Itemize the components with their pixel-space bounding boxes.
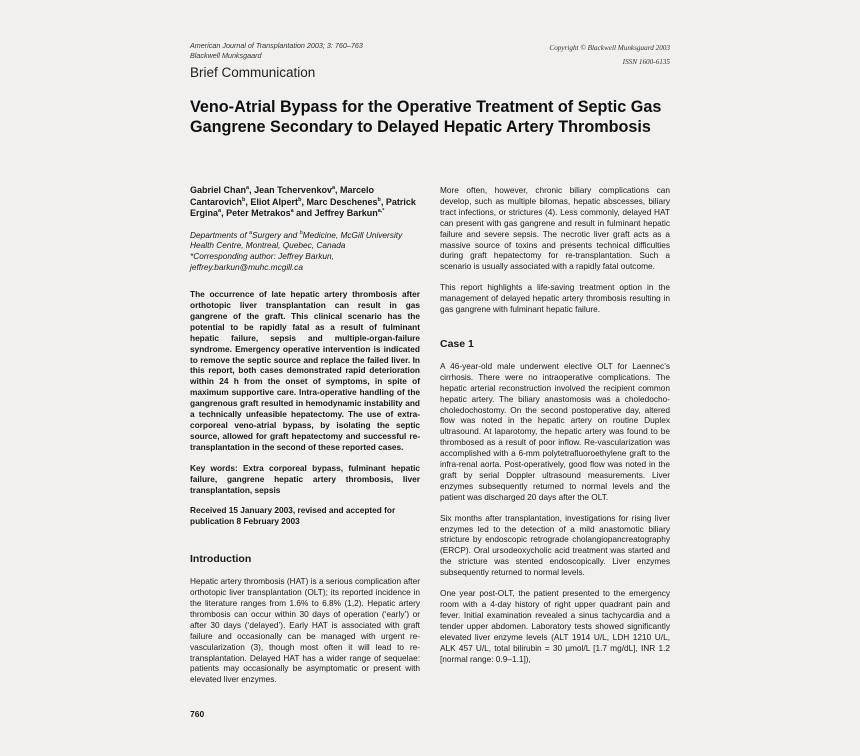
page-number: 760 [190,709,205,719]
affiliation-text: Departments of [190,229,250,240]
case1-paragraph: A 46-year-old male underwent elective OLT for Laennec’s cirrhosis. There were no intraoperative complications. The hepatic arterial reconstruction involved the recipient common hepatic artery. The biliary anastomosis was a choledocho-choledochostomy. On the second postoperative day, altered flow was noted in the hepatic artery on routine Duplex ultrasound. At laparotomy, the hepatic artery was found to be thrombosed as a result of poor inflow. Re-vascularization was accomplished with a 6-mm polytetrafluoroethylene graft to the infra-renal aorta. Post-operatively, good flow was noted in the graft by serial Doppler ultrasound measurements. Liver enzymes subsequently returned to normal levels and the patient was discharged 20 days after the OLT. [440,360,670,502]
introduction-heading: Introduction [190,553,252,566]
affil-mark: a [249,229,253,236]
affiliation-text: Medicine, McGill University Health Centre, Montreal, Quebec, Canada [190,229,403,251]
keywords: Key words: Extra corporeal bypass, fulminant hepatic failure, gangrene hepatic artery thrombosis, liver transplantation, sepsis [190,462,420,495]
article-title: Veno-Atrial Bypass for the Operative Treatment of Septic Gas Gangrene Secondary to Delayed Hepatic Artery Thrombosis [190,98,662,136]
body-paragraph: This report highlights a life-saving treatment option in the management of delayed hepatic artery thrombosis resulting in gas gangrene with fulminant hepatic failure. [440,282,670,315]
author-name: , Marcelo Cantarovich [190,185,375,207]
publisher-line: Blackwell Munksgaard [190,51,262,60]
author-affil-mark: a,* [377,208,385,214]
author-affil-mark: b [377,196,381,203]
case1-paragraph: One year post-OLT, the patient presented to the emergency room with a 4-day history of right upper quadrant pain and fever. Initial examination revealed a sinus tachycardia and a tender upper abdomen. Laboratory tests showed significantly elevated liver enzyme levels (ALT 1914 U/L, LDH 1210 U/L, ALK 457 U/L, total bilirubin = 30 µmol/L [1.7 mg/dL], INR 1.2 [normal range: 0.9–1.1]), [440,588,670,664]
left-column [190,185,420,695]
affiliation-text: Surgery and [252,229,300,240]
abstract: The occurrence of late hepatic artery thrombosis after orthotopic liver transplantation can result in gas gangrene of the graft. This clinical scenario has the potential to be rapidly fatal as a result of fulminant hepatic failure, sepsis and multiple-organ-failure syndrome. Emergency operative intervention is indicated to remove the septic source and replace the failed liver. In this report, both cases demonstrated rapid deterioration within 24 h from the onset of symptoms, in spite of maximum supportive care. Intra-operative handling of the gangrenous graft resulted in hemodynamic instability and a technically unfeasible hepatectomy. The use of extra-corporeal veno-atrial bypass, by isolating the septic source, allowed for graft hepatectomy and successful re-transplantation in the second of these reported cases. [190,289,420,452]
journal-citation-line: American Journal of Transplantation 2003; 3: 760–763 [190,41,363,50]
author-affil-mark: b [242,196,246,203]
right-column [440,185,670,674]
introduction-paragraph: Hepatic artery thrombosis (HAT) is a serious complication after orthotopic liver transplantation (OLT); its reported incidence in the literature ranges from 1.6% to 6.8% (1,2). Hepatic artery thrombosis can occur within 30 days of operation (‘early’) or after 30 days (‘delayed’). Early HAT is associated with graft failure and occasionally can be managed with urgent re-vascularization (3), though most often it will lead to re-transplantation. Delayed HAT has a wider range of sequelae: patients may occasionally be asymptomatic or present with elevated liver enzymes. [190,576,420,685]
body-paragraph: More often, however, chronic biliary complications can develop, such as multiple bilomas, hepatic abscesses, biliary tract infections, or strictures (4). Less commonly, delayed HAT can present with gas gangrene and result in fulminant hepatic failure and severe sepsis. The necrotic liver graft acts as a massive source of toxins and presents technical difficulties during graft hepatectomy for re-transplantation. Such a scenario is usually associated with a rapidly fatal outcome. [440,185,670,272]
author-name: and Jeffrey Barkun [293,208,378,218]
author-name: , Patrick Ergina [190,196,416,218]
copyright-line: Copyright © Blackwell Munksgaard 2003 [549,44,670,52]
author-name: Gabriel Chan [190,185,247,195]
author-name: , Peter Metrakos [221,208,291,218]
journal-citation [190,41,363,61]
author-name: , Jean Tchervenkov [249,185,332,195]
affiliations [190,230,420,274]
case1-heading: Case 1 [440,337,474,350]
received-dates: Received 15 January 2003, revised and accepted for publication 8 February 2003 [190,505,396,527]
issn-line: ISSN 1600-6135 [622,58,670,66]
author-name: , Eliot Alpert [245,196,299,207]
corresponding-author: *Corresponding author: Jeffrey Barkun, jeffrey.barkun@muhc.mcgill.ca [190,251,334,273]
author-affil-mark: a [218,208,222,214]
author-affil-mark: a [246,185,250,191]
article-type: Brief Communication [190,65,316,80]
author-affil-mark: a [331,185,336,191]
author-list [190,185,420,220]
copyright-block [549,41,670,69]
affil-mark: b [299,229,303,236]
author-affil-mark: a [290,208,294,214]
author-affil-mark: b [298,196,302,203]
author-name: , Marc Deschenes [301,196,378,207]
case1-paragraph: Six months after transplantation, investigations for rising liver enzymes led to the detection of a mild anastomotic biliary stricture by endoscopic retrograde cholangiopancreatography (ERCP). Oral ursodeoxycholic acid treatment was started and the stricture was stented endoscopically. Liver enzymes subsequently returned to normal levels. [440,512,670,578]
